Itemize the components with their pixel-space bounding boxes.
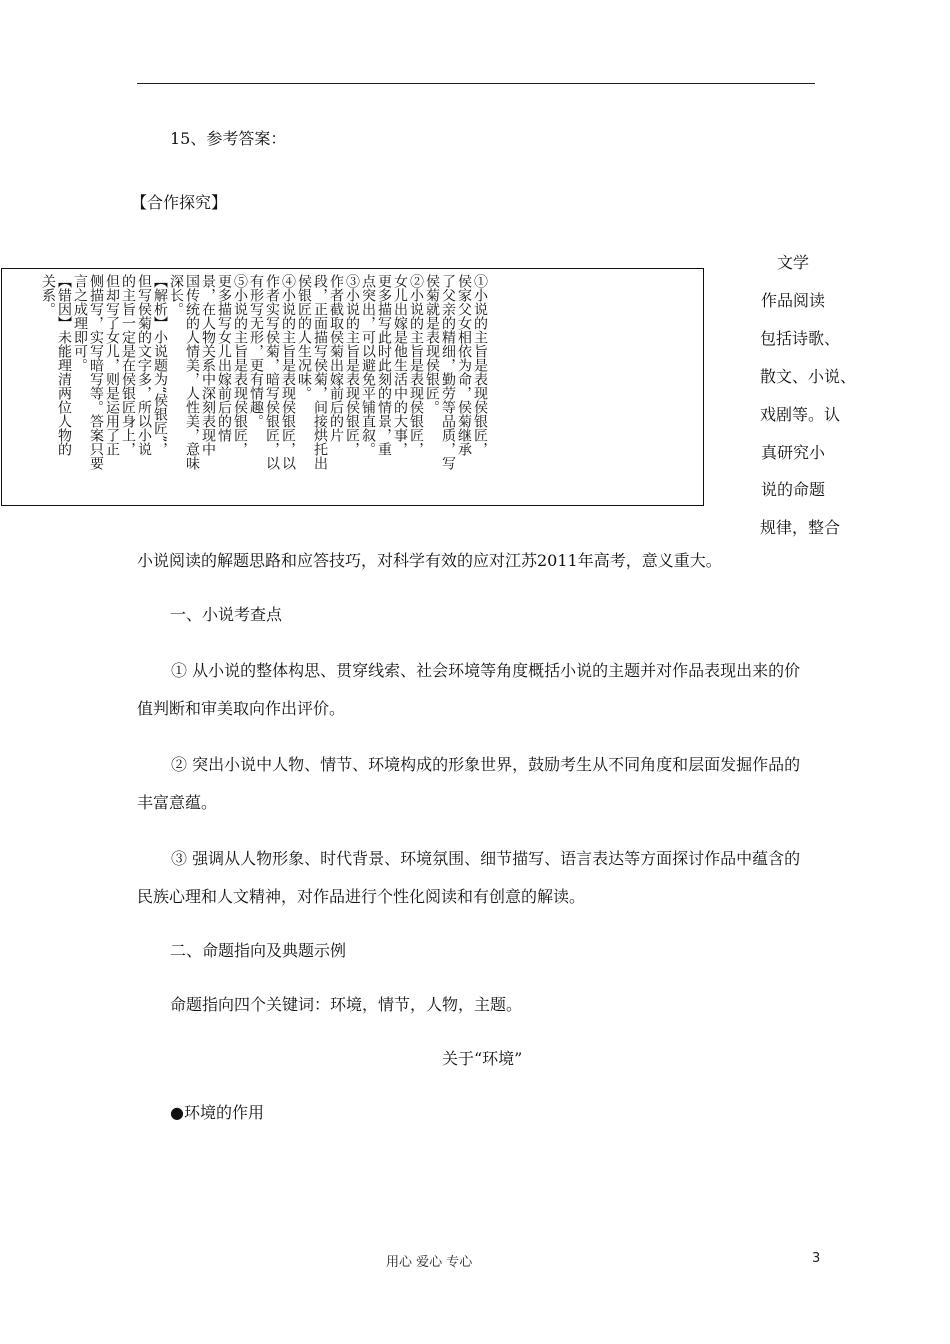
answer-box-column: 【错因】未能理清两位人物的 [56,274,72,456]
point-1: ① 从小说的整体构思、贯穿线索、社会环境等角度概括小说的主题并对作品表现出来的价值判断和审美取向作出评价。 [137,661,801,718]
answer-box-column: 景，在人物关系中深刻表现中 [200,274,216,456]
answer-box-column: ③小说的主旨是表现侯银匠， [344,274,360,456]
answer-box-text [40,274,488,502]
answer-box-column: ⑤小说的主旨是表现侯银匠， [232,274,248,456]
side-line: 规律，整合 [760,518,841,537]
side-line: 戏剧等。认 [760,405,841,424]
answer-box-column: 侯菊就是表现侯银匠。 [424,274,440,414]
answer-box-column: ④小说的主旨是表现侯银匠，以 [280,274,296,470]
answer-box [1,268,704,506]
footer-motto: 用心 爱心 专心 [386,1255,473,1270]
answer-box-column: 段，正面描写侯菊，间接烘托出 [312,274,328,470]
heading-proposition: 二、命题指向及典题示例 [170,941,347,960]
answer-box-column: 但写侯菊的文字多，所以小说 [136,274,152,456]
answer-box-column: 作者实写侯菊，暗写侯银匠，以 [264,274,280,470]
answer-box-column: 侯银匠的人生况味。 [296,274,312,400]
answer-box-column: 女儿出嫁是他生活中的大事， [392,274,408,456]
answer-box-column: ②小说的主旨是表现侯银匠， [408,274,424,456]
header-rule [137,83,815,84]
answer-label: 15、参考答案： [170,129,287,148]
answer-box-column: 的主旨一定是在侯银匠身上， [120,274,136,456]
answer-box-column: 深长。 [168,274,184,316]
intro-paragraph-tail: 小说阅读的解题思路和应答技巧，对科学有效的应对江苏2011年高考，意义重大。 [137,551,722,570]
answer-box-column: 侯家父女相依为命，侯菊继承 [456,274,472,456]
page-number: 3 [812,1251,821,1266]
subheading-environment: 关于“环境” [442,1049,523,1068]
answer-box-column: 作者截取侯菊出嫁前后的片 [328,274,344,442]
side-line: 作品阅读 [760,291,825,310]
side-line: 包括诗歌、 [760,329,841,348]
side-line: 说的命题 [760,480,825,499]
answer-box-column: 言之成理即可。 [72,274,88,372]
bullet-environment-role: ●环境的作用 [170,1103,264,1122]
section-title: 【合作探究】 [131,193,228,212]
point-2: ② 突出小说中人物、情节、环境构成的形象世界，鼓励考生从不同角度和层面发掘作品的丰富意蕴。 [137,755,801,812]
answer-box-column: 关系。 [40,274,56,316]
answer-box-column: 有形写无形，更有情趣。 [248,274,264,428]
answer-box-column: 侧描写，实写暗写等。答案只要 [88,274,104,470]
heading-exam-points: 一、小说考查点 [170,605,283,624]
answer-box-column: 了父亲的精细，勤劳等品质，写 [440,274,456,470]
answer-box-column: 点突出，可以避免平铺直叙。 [360,274,376,456]
side-line: 真研究小 [760,443,825,462]
answer-box-column: ①小说的主旨是表现侯银匠， [472,274,488,456]
answer-box-column: 更多描写女儿出嫁前后的情 [216,274,232,442]
answer-box-column: 但却写了女儿，则是运用了正 [104,274,120,456]
side-line: 文学 [776,253,809,272]
answer-box-column: 国传统的人情美，人性美，意味 [184,274,200,470]
answer-box-column: 更多描写此时此刻的情景，重 [376,274,392,456]
keywords-line: 命题指向四个关键词：环境，情节，人物，主题。 [170,995,523,1014]
side-line: 散文、小说、 [760,367,857,386]
point-3: ③ 强调从人物形象、时代背景、环境氛围、细节描写、语言表达等方面探讨作品中蕴含的民族心理和人文精神，对作品进行个性化阅读和有创意的解读。 [137,849,801,906]
answer-box-column: 【解析】小说题为“侯银匠”， [152,274,168,457]
